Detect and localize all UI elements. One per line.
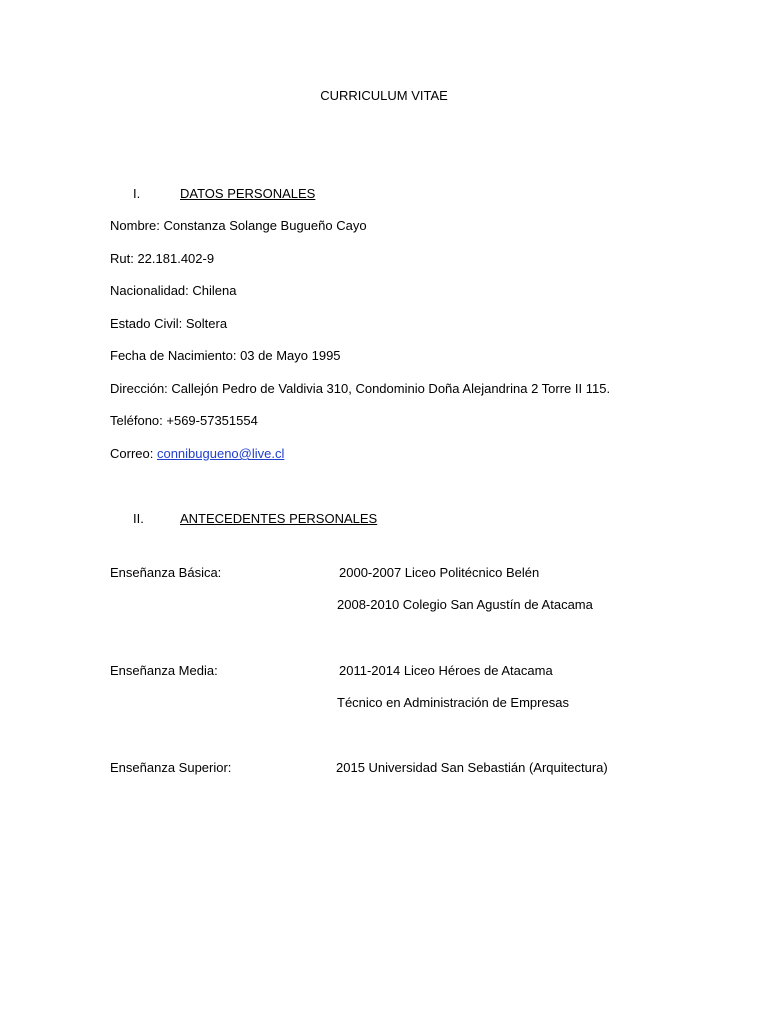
document-title: CURRICULUM VITAE	[320, 88, 448, 103]
section-heading-personal-data	[133, 186, 315, 201]
education-basic-label: Enseñanza Básica:	[110, 565, 222, 580]
email-label: Correo:	[110, 446, 157, 461]
field-birth-date: Fecha de Nacimiento: 03 de Mayo 1995	[110, 348, 341, 363]
section-title: ANTECEDENTES PERSONALES	[180, 511, 378, 526]
field-address: Dirección: Callejón Pedro de Valdivia 310, Condominio Doña Alejandrina 2 Torre II 115.	[110, 381, 611, 396]
section-title: DATOS PERSONALES	[180, 186, 316, 201]
section-heading-background	[133, 511, 377, 526]
education-basic-entry: 2008-2010 Colegio San Agustín de Atacama	[337, 597, 593, 612]
field-phone: Teléfono: +569-57351554	[110, 413, 258, 428]
field-nationality: Nacionalidad: Chilena	[110, 283, 237, 298]
education-media-entry: Técnico en Administración de Empresas	[337, 695, 569, 710]
education-superior-label: Enseñanza Superior:	[110, 760, 232, 775]
education-media-label: Enseñanza Media:	[110, 663, 218, 678]
field-rut: Rut: 22.181.402-9	[110, 251, 215, 266]
field-email	[110, 446, 284, 461]
section-number: I.	[133, 186, 141, 201]
email-link[interactable]: connibugueno@live.cl	[156, 446, 285, 461]
field-civil-status: Estado Civil: Soltera	[110, 316, 228, 331]
field-name: Nombre: Constanza Solange Bugueño Cayo	[110, 218, 367, 233]
education-basic-entry: 2000-2007 Liceo Politécnico Belén	[339, 565, 540, 580]
education-superior-entry: 2015 Universidad San Sebastián (Arquitectura)	[336, 760, 608, 775]
section-number: II.	[133, 511, 144, 526]
education-media-entry: 2011-2014 Liceo Héroes de Atacama	[339, 663, 553, 678]
